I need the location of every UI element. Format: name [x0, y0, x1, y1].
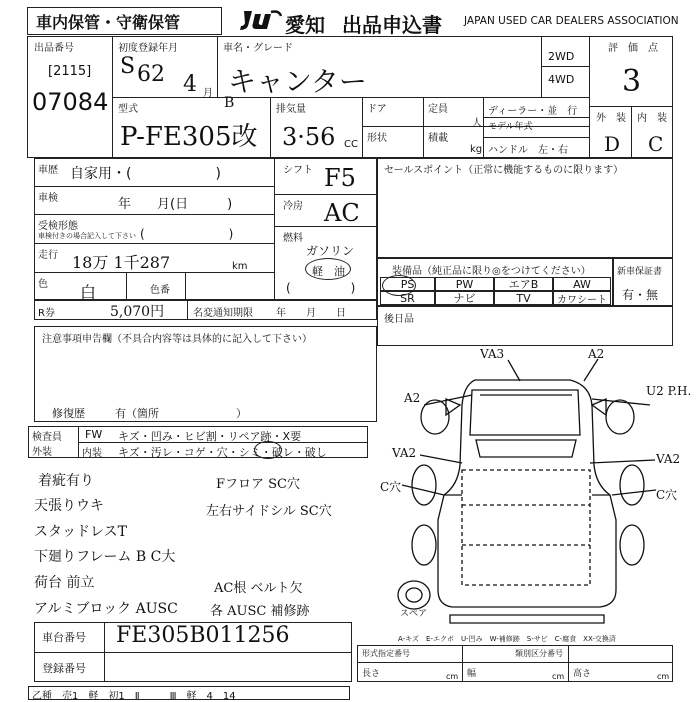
tag-c-right: C穴	[656, 488, 678, 502]
shift-value: F5	[324, 164, 356, 192]
type-value: P-FE305改	[120, 122, 258, 152]
fuel-label: 燃料	[283, 233, 303, 244]
sales-point-label: セールスポイント（正常に機能するものに限ります）	[384, 165, 624, 176]
spare-label: スペア	[400, 609, 428, 619]
length-label: 長さ	[362, 669, 381, 679]
association-name: JAPAN USED CAR DEALERS ASSOCIATION	[464, 15, 679, 27]
equipment-label: 装備品（純正品に限り◎をつけてください）	[392, 266, 591, 277]
dealer-label: ディーラー・並 行	[488, 106, 578, 117]
cooling-label: 冷房	[283, 201, 303, 212]
header-region: 愛知	[285, 13, 325, 37]
displacement-value: 3·56	[282, 123, 336, 151]
drive-2wd: 2WD	[548, 50, 575, 63]
shape-label: 形状	[367, 133, 387, 144]
warranty-value: 有・無	[622, 288, 659, 302]
door-label: ドア	[367, 104, 387, 115]
model-label: 車名・グレード	[223, 43, 293, 54]
color-label: 色	[38, 279, 48, 290]
equip-aw: AW	[553, 277, 611, 291]
form-paren: ( )	[140, 227, 234, 241]
chassis-value: FE305B011256	[116, 623, 290, 648]
type-label: 型式	[118, 104, 138, 115]
interior-grade: C	[648, 132, 664, 156]
exterior-label: 外 装	[596, 113, 626, 124]
form-note: 車検付きの場合記入して下さい	[38, 232, 136, 240]
fuel-paren: ( )	[286, 281, 356, 295]
note-3: スタッドレスT	[34, 524, 127, 540]
score-value: 3	[622, 64, 642, 99]
mileage-label: 走行	[38, 250, 58, 261]
dent-circle-icon	[254, 441, 282, 459]
displacement-label: 排気量	[276, 104, 306, 115]
drive-4wd: 4WD	[548, 73, 575, 86]
tag-va2-left: VA2	[392, 446, 417, 460]
exterior-grade: D	[604, 132, 621, 156]
note-6: アルミブロック AUSC	[34, 601, 178, 617]
attention-label: 注意事項申告欄（不具合内容等は具体的に記入して下さい）	[42, 334, 312, 345]
mileage-unit: km	[232, 261, 248, 272]
tag-va3: VA3	[480, 347, 505, 361]
note-5: 荷台 前立	[34, 575, 95, 591]
notice-value: 年 月 日	[276, 308, 346, 319]
tag-a2-left: A2	[404, 391, 421, 405]
tag-u2: U2 P.H.	[646, 384, 692, 398]
kg-unit: kg	[470, 144, 483, 155]
car-diagram	[380, 345, 680, 635]
form-label: 受検形態	[38, 221, 78, 232]
exterior-items: キズ・凹み・ヒビ割・リペア跡・X要	[118, 430, 302, 443]
notice-label: 名変通知期限	[193, 308, 253, 319]
equip-pw: PW	[435, 277, 494, 291]
note-right-4: 各 AUSC 補修跡	[210, 604, 310, 619]
note-1: 着疵有り	[38, 473, 94, 489]
cm-unit-2: cm	[552, 672, 565, 681]
after-label: 後日品	[384, 314, 414, 325]
equip-tv: TV	[494, 291, 553, 305]
color-no-label: 色番	[150, 285, 170, 296]
storage-badge-text: 車内保管・守衛保管	[36, 13, 181, 32]
width-label: 幅	[467, 669, 477, 679]
note-2: 天張りウキ	[34, 498, 104, 514]
bottom-tags: 乙種 売1 軽 初1 Ⅱ Ⅲ 軽 4 14	[32, 691, 236, 702]
fw-tag: FW	[85, 428, 103, 441]
load-label: 積載	[428, 133, 448, 144]
tag-c-left: C穴	[380, 480, 402, 494]
score-label: 評 価 点	[608, 43, 658, 54]
note-right-2: 左右サイドシル SC穴	[206, 504, 332, 519]
repair-label: 修復歴	[52, 407, 85, 420]
equip-ps: PS	[380, 277, 435, 291]
ju-logo-icon	[238, 8, 282, 32]
tag-va2-right: VA2	[656, 452, 681, 466]
inspector-label: 検査員	[32, 432, 62, 443]
equip-navi: ナビ	[435, 291, 494, 305]
note-4: 下廻りフレーム B C大	[34, 549, 176, 565]
inspection-label: 車検	[38, 193, 58, 204]
inspection-value: 年 月(日 )	[118, 197, 233, 212]
reg-date-label: 形式指定番号	[362, 649, 410, 658]
cooling-value: AC	[324, 199, 360, 227]
cm-unit-1: cm	[446, 672, 459, 681]
lot-small: [2115]	[48, 64, 92, 79]
note-right-1: Fフロア SC穴	[216, 477, 301, 492]
after-box	[377, 306, 673, 346]
first-reg-month: 4	[183, 72, 197, 97]
interior-label: 内 装	[637, 113, 667, 124]
lot-number: 07084	[32, 88, 109, 116]
equip-airbag: エアB	[494, 277, 553, 291]
recycle-value: 5,070円	[110, 304, 165, 320]
history-value: 自家用・( )	[70, 166, 221, 182]
chassis-label: 車台番号	[42, 631, 86, 644]
damage-legend: A-キズ E-エクボ U-凹み W-補修跡 S-サビ C-腐食 XX-交換済	[398, 635, 616, 643]
equip-sr: SR	[380, 291, 435, 305]
height-label: 高さ	[573, 669, 592, 679]
fuel-value: ガソリン	[306, 244, 355, 258]
history-label: 車歴	[38, 165, 58, 176]
repair-value: 有（箇所 ）	[115, 407, 247, 420]
equip-leather: カワシート	[553, 291, 611, 305]
lot-label: 出品番号	[34, 43, 74, 54]
category-label: 類別区分番号	[515, 649, 563, 658]
reg-label: 登録番号	[42, 662, 86, 675]
ps-circle-icon	[382, 275, 416, 296]
first-reg-label: 初度登録年月	[118, 43, 178, 54]
cm-unit-3: cm	[657, 672, 670, 681]
person-unit: 人	[472, 118, 482, 129]
shift-label: シフト	[283, 165, 313, 176]
first-reg-era: S	[120, 54, 136, 79]
model-value: キャンター	[228, 65, 367, 98]
handle-label: ハンドル 左・右	[488, 145, 568, 156]
exterior-tag: 外装	[32, 447, 52, 458]
color-value: 白	[80, 283, 97, 302]
interior-tag: 内装	[82, 448, 102, 459]
cc-unit: CC	[344, 139, 358, 150]
first-reg-year: 62	[137, 62, 165, 87]
mileage-value: 18万 1千287	[72, 253, 171, 272]
recycle-label: R券	[38, 308, 55, 319]
type-mark: B	[224, 95, 235, 111]
model-year-label: モデル年式	[488, 122, 533, 132]
fuel-circle-icon	[305, 258, 351, 280]
fuel-sub: 軽 油	[312, 265, 345, 278]
interior-items: キズ・汚レ・コゲ・穴・シミ・破レ・破し	[118, 446, 327, 459]
month-unit: 月	[203, 88, 213, 99]
tag-a2-top: A2	[588, 347, 605, 361]
note-right-3: AC根 ベルト欠	[214, 581, 303, 596]
warranty-label: 新車保証書	[617, 267, 663, 277]
capacity-label: 定員	[428, 104, 448, 115]
header-title: 出品申込書	[342, 13, 442, 37]
